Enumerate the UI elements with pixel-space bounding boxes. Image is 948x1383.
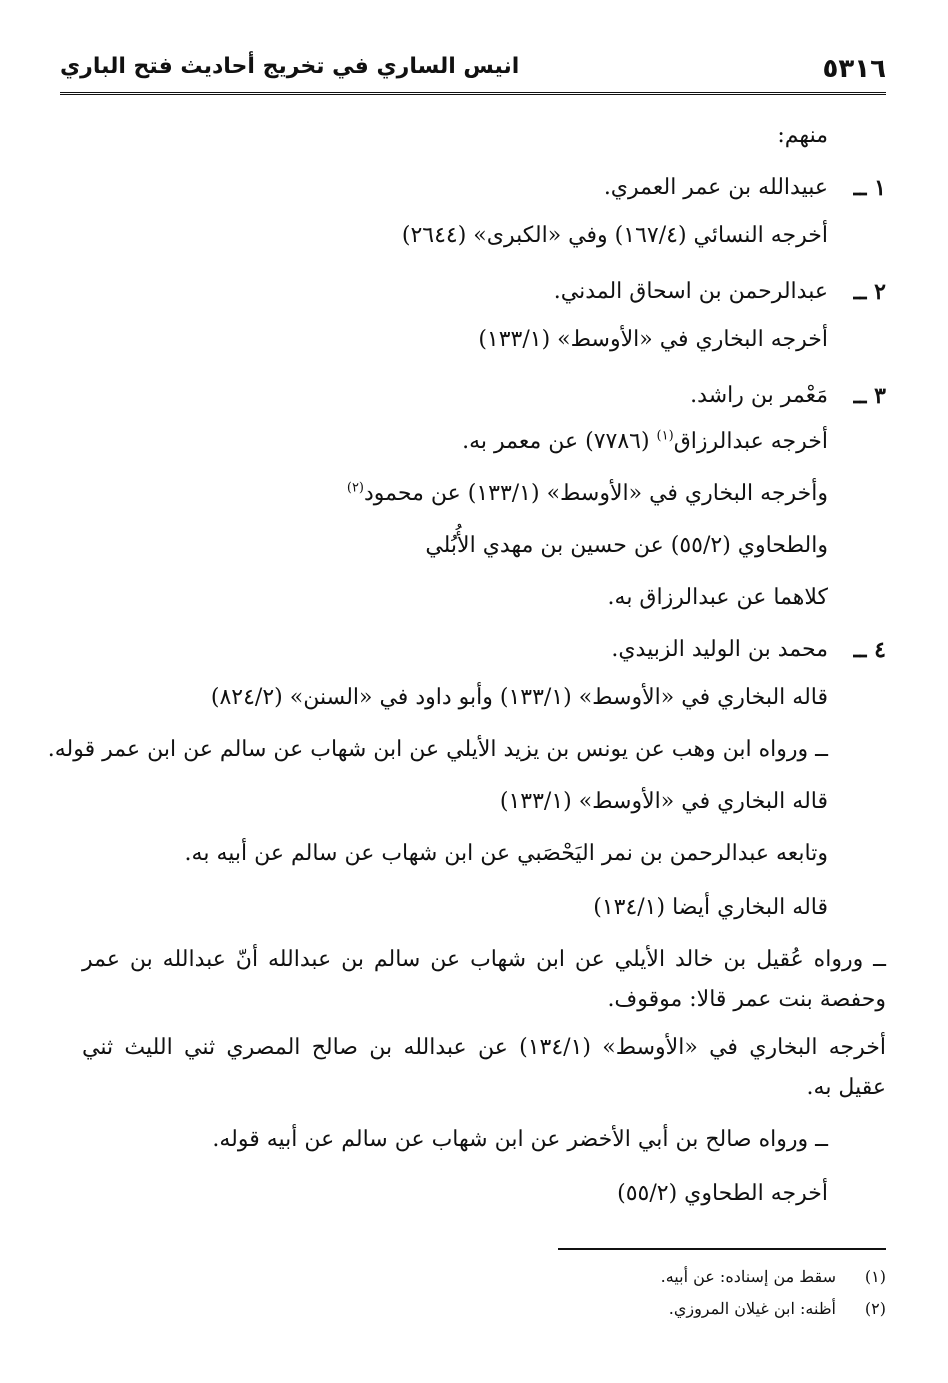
book-title: انيس الساري في تخريج أحاديث فتح الباري [60, 54, 520, 79]
page-header [60, 52, 886, 95]
item-4-line-5: قاله البخاري أيضا (١٣٤/١) [593, 895, 828, 920]
item-1-line-1: أخرجه النسائي (١٦٧/٤) وفي «الكبرى» (٢٦٤٤) [401, 223, 828, 248]
item-4-line-1: قاله البخاري في «الأوسط» (١٣٣/١) وأبو داود في «السنن» (٨٢٤/٢) [210, 685, 828, 710]
footnote-divider [558, 1248, 886, 1250]
item-number-3: ٣ ــ [853, 383, 886, 409]
item-name-1: عبيدالله بن عمر العمري. [603, 175, 828, 200]
item-3-line-3: والطحاوي (٥٥/٢) عن حسين بن مهدي الأُبُلي [425, 533, 828, 558]
item-4-line-4: وتابعه عبدالرحمن بن نمر اليَحْصَبي عن ابن شهاب عن سالم عن أبيه به. [184, 841, 828, 866]
footnote-1 [661, 1262, 886, 1292]
item-number-2: ٢ ــ [853, 279, 886, 305]
item-4-line-7: أخرجه البخاري في «الأوسط» (١٣٤/١) عن عبدالله بن صالح المصري ثني الليث ثني عقيل به. [82, 1035, 886, 1100]
footnote-number: (١) [864, 1267, 886, 1286]
item-4-line-3: قاله البخاري في «الأوسط» (١٣٣/١) [499, 789, 828, 814]
item-name-2: عبدالرحمن بن اسحاق المدني. [553, 279, 828, 304]
item-4-line-8: ــ ورواه صالح بن أبي الأخضر عن ابن شهاب عن سالم عن أبيه قوله. [212, 1127, 828, 1152]
item-4-line-2: ــ ورواه ابن وهب عن يونس بن يزيد الأيلي عن ابن شهاب عن سالم عن ابن عمر قوله. [47, 737, 828, 762]
footnote-text: سقط من إسناده: عن أبيه. [660, 1267, 836, 1286]
footnote-number: (٢) [864, 1299, 886, 1318]
footnote-ref-1: (١) [656, 428, 674, 444]
item-3-line-2-text: وأخرجه البخاري في «الأوسط» (١٣٣/١) عن محمود [364, 481, 828, 506]
page-number: ٥٣١٦ [822, 54, 886, 84]
item-name-3: مَعْمر بن راشد. [690, 383, 828, 408]
item-2-line-1: أخرجه البخاري في «الأوسط» (١٣٣/١) [478, 327, 828, 352]
footnote-text: أظنه: ابن غيلان المروزي. [668, 1299, 836, 1318]
item-name-4: محمد بن الوليد الزبيدي. [611, 637, 828, 662]
item-4-line-9: أخرجه الطحاوي (٥٥/٢) [617, 1181, 828, 1206]
item-number-1: ١ ــ [853, 175, 886, 201]
item-4-line-6: ــ ورواه عُقيل بن خالد الأيلي عن ابن شهاب عن سالم بن عبدالله أنّ عبدالله بن عمر وحفصة بنت عمر قالا: موقوف. [82, 947, 886, 1012]
item-3-line-4: كلاهما عن عبدالرزاق به. [607, 585, 828, 610]
item-3-line-1 [462, 422, 828, 462]
item-3-line-1-start: أخرجه عبدالرزاق [673, 429, 828, 454]
item-number-4: ٤ ــ [853, 637, 886, 663]
item-3-line-1-end: (٧٧٨٦) عن معمر به. [462, 429, 650, 454]
intro-text: منهم: [777, 123, 828, 148]
footnote-ref-2: (٢) [346, 480, 364, 496]
footnote-2 [669, 1294, 886, 1324]
item-3-line-2 [347, 474, 828, 514]
